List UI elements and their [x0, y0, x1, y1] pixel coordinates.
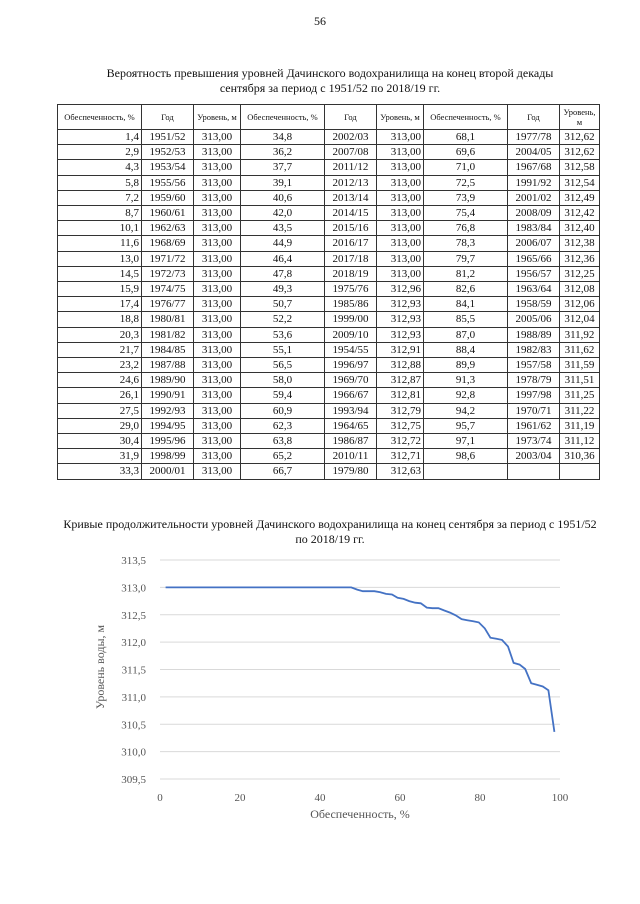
- table-cell: 7,2: [58, 190, 142, 205]
- table-cell: 2009/10: [325, 327, 377, 342]
- table-row: [58, 464, 600, 479]
- table-cell: 42,0: [241, 206, 325, 221]
- table-cell: 313,00: [194, 266, 241, 281]
- table-cell: 40,6: [241, 190, 325, 205]
- table-cell: 2017/18: [325, 251, 377, 266]
- table-cell: 313,00: [194, 145, 241, 160]
- table-cell: 312,49: [560, 190, 600, 205]
- table-cell: 313,00: [194, 373, 241, 388]
- table-cell: 62,3: [241, 418, 325, 433]
- table-cell: 49,3: [241, 282, 325, 297]
- table-cell: 313,00: [194, 282, 241, 297]
- table-cell: 312,63: [377, 464, 424, 479]
- x-axis-label: Обеспеченность, %: [310, 807, 410, 821]
- table-cell: 1,4: [58, 130, 142, 145]
- table-cell: 1976/77: [142, 297, 194, 312]
- table-cell: 2012/13: [325, 175, 377, 190]
- table-cell: 312,71: [377, 449, 424, 464]
- table-cell: 312,06: [560, 297, 600, 312]
- table-header-cell: Уровень, м: [377, 105, 424, 130]
- table-cell: 1978/79: [508, 373, 560, 388]
- table-cell: 1971/72: [142, 251, 194, 266]
- table-cell: 1952/53: [142, 145, 194, 160]
- table-cell: 1972/73: [142, 266, 194, 281]
- table-cell: 20,3: [58, 327, 142, 342]
- table-cell: 1959/60: [142, 190, 194, 205]
- table-cell: 46,4: [241, 251, 325, 266]
- table-cell: 23,2: [58, 358, 142, 373]
- table-cell: 71,0: [424, 160, 508, 175]
- table-cell: 52,2: [241, 312, 325, 327]
- table-cell: 312,81: [377, 388, 424, 403]
- table-row: [58, 236, 600, 251]
- table-cell: 33,3: [58, 464, 142, 479]
- table-cell: 312,36: [560, 251, 600, 266]
- table-cell: 313,00: [377, 160, 424, 175]
- table-cell: 69,6: [424, 145, 508, 160]
- table-cell: 66,7: [241, 464, 325, 479]
- series-line: [166, 587, 555, 732]
- table-cell: 313,00: [377, 175, 424, 190]
- table-cell: 312,40: [560, 221, 600, 236]
- table-row: [58, 221, 600, 236]
- table-header-cell: Год: [142, 105, 194, 130]
- x-tick-label: 80: [474, 792, 486, 804]
- table-cell: 313,00: [194, 175, 241, 190]
- y-tick-label: 310,0: [121, 746, 146, 759]
- table-cell: 39,1: [241, 175, 325, 190]
- x-tick-labels: [157, 792, 569, 804]
- chart-grid: [160, 560, 560, 779]
- y-tick-label: 313,0: [121, 582, 146, 595]
- table-cell: 313,00: [194, 236, 241, 251]
- table-cell: 44,9: [241, 236, 325, 251]
- table-cell: 1965/66: [508, 251, 560, 266]
- table-row: [58, 327, 600, 342]
- table-cell: 13,0: [58, 251, 142, 266]
- table-cell: 34,8: [241, 130, 325, 145]
- table-cell: 312,79: [377, 403, 424, 418]
- table-cell: 1992/93: [142, 403, 194, 418]
- table-cell: 1996/97: [325, 358, 377, 373]
- y-tick-label: 310,5: [121, 719, 146, 732]
- table-cell: 2016/17: [325, 236, 377, 251]
- table-cell: 1983/84: [508, 221, 560, 236]
- table-row: [58, 388, 600, 403]
- table-cell: 91,3: [424, 373, 508, 388]
- table-cell: 313,00: [194, 342, 241, 357]
- table-cell: 312,96: [377, 282, 424, 297]
- table-cell: 47,8: [241, 266, 325, 281]
- table-cell: 1985/86: [325, 297, 377, 312]
- table-cell: 1979/80: [325, 464, 377, 479]
- table-cell: 11,6: [58, 236, 142, 251]
- table-cell: 72,5: [424, 175, 508, 190]
- table-cell: 1966/67: [325, 388, 377, 403]
- table-cell: 21,7: [58, 342, 142, 357]
- y-tick-label: 311,0: [121, 691, 146, 704]
- table-cell: 1958/59: [508, 297, 560, 312]
- table-row: [58, 373, 600, 388]
- y-tick-labels: [121, 555, 146, 786]
- table-cell: 1997/98: [508, 388, 560, 403]
- table-cell: 1953/54: [142, 160, 194, 175]
- table-cell: 311,25: [560, 388, 600, 403]
- table-cell: 1995/96: [142, 434, 194, 449]
- table-cell: 313,00: [194, 251, 241, 266]
- table-cell: 312,62: [560, 130, 600, 145]
- table-row: [58, 342, 600, 357]
- table-cell: 312,93: [377, 327, 424, 342]
- table-cell: 312,93: [377, 312, 424, 327]
- table-cell: 313,00: [194, 130, 241, 145]
- table-cell: [424, 464, 508, 479]
- table-cell: 50,7: [241, 297, 325, 312]
- table-cell: 312,72: [377, 434, 424, 449]
- table-cell: 312,58: [560, 160, 600, 175]
- table-cell: 24,6: [58, 373, 142, 388]
- table-cell: 311,92: [560, 327, 600, 342]
- table-cell: 1981/82: [142, 327, 194, 342]
- table-cell: 1973/74: [508, 434, 560, 449]
- table-cell: 2014/15: [325, 206, 377, 221]
- table-cell: 2010/11: [325, 449, 377, 464]
- table-cell: 2000/01: [142, 464, 194, 479]
- table-cell: 313,00: [377, 130, 424, 145]
- chart-series: [166, 587, 555, 732]
- probability-table: [57, 104, 600, 480]
- table-cell: 1964/65: [325, 418, 377, 433]
- table-row: [58, 175, 600, 190]
- table-cell: 1951/52: [142, 130, 194, 145]
- table-cell: 313,00: [194, 403, 241, 418]
- table-cell: 1960/61: [142, 206, 194, 221]
- table-cell: 313,00: [194, 221, 241, 236]
- table-header-cell: Обеспеченность, %: [241, 105, 325, 130]
- x-tick-label: 20: [234, 792, 246, 804]
- table-row: [58, 297, 600, 312]
- table-cell: 92,8: [424, 388, 508, 403]
- table-cell: 36,2: [241, 145, 325, 160]
- table-cell: 78,3: [424, 236, 508, 251]
- table-cell: 87,0: [424, 327, 508, 342]
- table-cell: 313,00: [377, 221, 424, 236]
- table-cell: 313,00: [194, 312, 241, 327]
- table-cell: 1982/83: [508, 342, 560, 357]
- table-cell: 313,00: [194, 449, 241, 464]
- table-cell: 312,91: [377, 342, 424, 357]
- table-cell: 68,1: [424, 130, 508, 145]
- table-header-cell: Уровень, м: [194, 105, 241, 130]
- table-cell: 30,4: [58, 434, 142, 449]
- table-cell: 313,00: [377, 145, 424, 160]
- x-tick-label: 100: [551, 792, 569, 804]
- table-cell: 313,00: [377, 251, 424, 266]
- table-row: [58, 206, 600, 221]
- table-cell: 76,8: [424, 221, 508, 236]
- table-cell: 65,2: [241, 449, 325, 464]
- table-cell: 10,1: [58, 221, 142, 236]
- table-cell: 2001/02: [508, 190, 560, 205]
- table-cell: 313,00: [194, 297, 241, 312]
- table-cell: 1993/94: [325, 403, 377, 418]
- table-cell: 1974/75: [142, 282, 194, 297]
- table-cell: 37,7: [241, 160, 325, 175]
- table-cell: 1989/90: [142, 373, 194, 388]
- table-cell: 1998/99: [142, 449, 194, 464]
- table-cell: 5,8: [58, 175, 142, 190]
- y-axis-label: Уровень воды, м: [93, 624, 107, 710]
- table-cell: 313,00: [194, 358, 241, 373]
- table-row: [58, 251, 600, 266]
- table-cell: 1957/58: [508, 358, 560, 373]
- table-row: [58, 190, 600, 205]
- table-cell: 313,00: [194, 434, 241, 449]
- table-cell: 4,3: [58, 160, 142, 175]
- x-tick-label: 60: [394, 792, 406, 804]
- table-cell: 2002/03: [325, 130, 377, 145]
- table-title: [60, 66, 600, 96]
- table-cell: 313,00: [377, 206, 424, 221]
- table-cell: 82,6: [424, 282, 508, 297]
- table-cell: 18,8: [58, 312, 142, 327]
- table-cell: 2013/14: [325, 190, 377, 205]
- table-cell: 1994/95: [142, 418, 194, 433]
- table-cell: 1969/70: [325, 373, 377, 388]
- table-cell: 75,4: [424, 206, 508, 221]
- table-cell: 14,5: [58, 266, 142, 281]
- table-cell: 313,00: [194, 418, 241, 433]
- y-tick-label: 309,5: [121, 774, 146, 786]
- table-cell: 311,22: [560, 403, 600, 418]
- table-row: [58, 266, 600, 281]
- table-cell: 1988/89: [508, 327, 560, 342]
- table-cell: 312,75: [377, 418, 424, 433]
- table-cell: 313,00: [194, 160, 241, 175]
- table-row: [58, 449, 600, 464]
- table-cell: 1986/87: [325, 434, 377, 449]
- table-cell: 2007/08: [325, 145, 377, 160]
- table-cell: 56,5: [241, 358, 325, 373]
- table-cell: 1967/68: [508, 160, 560, 175]
- y-tick-label: 312,0: [121, 637, 146, 650]
- table-cell: 17,4: [58, 297, 142, 312]
- y-tick-label: 312,5: [121, 609, 146, 622]
- table-cell: 1955/56: [142, 175, 194, 190]
- table-cell: 81,2: [424, 266, 508, 281]
- table-cell: 312,38: [560, 236, 600, 251]
- table-cell: 1962/63: [142, 221, 194, 236]
- table-cell: 8,7: [58, 206, 142, 221]
- x-tick-label: 40: [314, 792, 326, 804]
- table-cell: 26,1: [58, 388, 142, 403]
- table-cell: 85,5: [424, 312, 508, 327]
- table-title-line-1: Вероятность превышения уровней Дачинского водохранилища на конец второй декады: [106, 66, 554, 80]
- table-cell: 98,6: [424, 449, 508, 464]
- table-cell: 312,87: [377, 373, 424, 388]
- table-cell: 311,19: [560, 418, 600, 433]
- table-header-cell: Год: [508, 105, 560, 130]
- table-cell: 2015/16: [325, 221, 377, 236]
- table-cell: 1977/78: [508, 130, 560, 145]
- y-tick-label: 313,5: [121, 555, 146, 567]
- table-cell: 310,36: [560, 449, 600, 464]
- table-cell: 312,42: [560, 206, 600, 221]
- table-cell: 312,08: [560, 282, 600, 297]
- table-cell: 29,0: [58, 418, 142, 433]
- table-cell: 84,1: [424, 297, 508, 312]
- table-cell: 313,00: [194, 388, 241, 403]
- table-cell: 88,4: [424, 342, 508, 357]
- table-row: [58, 160, 600, 175]
- table-cell: 312,54: [560, 175, 600, 190]
- table-cell: 43,5: [241, 221, 325, 236]
- table-cell: 55,1: [241, 342, 325, 357]
- table-row: [58, 403, 600, 418]
- table-cell: 2,9: [58, 145, 142, 160]
- table-cell: 313,00: [194, 464, 241, 479]
- table-cell: 1954/55: [325, 342, 377, 357]
- table-cell: 311,62: [560, 342, 600, 357]
- table-row: [58, 130, 600, 145]
- duration-curve-chart: [90, 552, 580, 842]
- table-cell: 2018/19: [325, 266, 377, 281]
- table-cell: [560, 464, 600, 479]
- table-row: [58, 358, 600, 373]
- table-cell: 2003/04: [508, 449, 560, 464]
- table-header-cell: Обеспеченность, %: [58, 105, 142, 130]
- table-cell: 95,7: [424, 418, 508, 433]
- table-cell: 312,88: [377, 358, 424, 373]
- table-cell: 312,04: [560, 312, 600, 327]
- table-cell: 58,0: [241, 373, 325, 388]
- page-number: 56: [314, 14, 326, 28]
- table-row: [58, 418, 600, 433]
- table-cell: 31,9: [58, 449, 142, 464]
- table-cell: 79,7: [424, 251, 508, 266]
- table-cell: 60,9: [241, 403, 325, 418]
- table-cell: 312,25: [560, 266, 600, 281]
- table-cell: 27,5: [58, 403, 142, 418]
- table-cell: 1990/91: [142, 388, 194, 403]
- table-cell: 15,9: [58, 282, 142, 297]
- table-title-line-2: сентября за период с 1951/52 по 2018/19 гг.: [219, 81, 441, 95]
- table-cell: 311,59: [560, 358, 600, 373]
- table-cell: 1987/88: [142, 358, 194, 373]
- table-header-cell: Обеспеченность, %: [424, 105, 508, 130]
- table-cell: 1984/85: [142, 342, 194, 357]
- table-cell: 1963/64: [508, 282, 560, 297]
- table-cell: 73,9: [424, 190, 508, 205]
- table-cell: 59,4: [241, 388, 325, 403]
- table-cell: 1970/71: [508, 403, 560, 418]
- table-header-cell: Год: [325, 105, 377, 130]
- table-cell: 311,51: [560, 373, 600, 388]
- y-tick-label: 311,5: [121, 664, 146, 677]
- table-cell: 2005/06: [508, 312, 560, 327]
- table-body: [58, 130, 600, 480]
- table-cell: 311,12: [560, 434, 600, 449]
- table-row: [58, 434, 600, 449]
- x-tick-label: 0: [157, 792, 163, 804]
- table-cell: 53,6: [241, 327, 325, 342]
- table-cell: 2008/09: [508, 206, 560, 221]
- table-cell: 89,9: [424, 358, 508, 373]
- table-cell: 1968/69: [142, 236, 194, 251]
- table-cell: 313,00: [194, 206, 241, 221]
- table-cell: 2004/05: [508, 145, 560, 160]
- table-cell: 94,2: [424, 403, 508, 418]
- table-cell: 313,00: [194, 190, 241, 205]
- table-cell: 63,8: [241, 434, 325, 449]
- table-cell: 1991/92: [508, 175, 560, 190]
- chart-title: Кривые продолжительности уровней Дачинского водохранилища на конец сентября за период с 1951/52 по 2018/19 гг.: [63, 517, 597, 546]
- table-cell: 1961/62: [508, 418, 560, 433]
- table-header-row: [58, 105, 600, 130]
- table-cell: 2006/07: [508, 236, 560, 251]
- table-cell: 313,00: [194, 327, 241, 342]
- table-cell: 313,00: [377, 236, 424, 251]
- table-cell: 312,62: [560, 145, 600, 160]
- table-cell: 313,00: [377, 190, 424, 205]
- table-cell: 1999/00: [325, 312, 377, 327]
- table-row: [58, 145, 600, 160]
- table-cell: 2011/12: [325, 160, 377, 175]
- table-cell: [508, 464, 560, 479]
- table-row: [58, 312, 600, 327]
- table-cell: 97,1: [424, 434, 508, 449]
- table-cell: 1980/81: [142, 312, 194, 327]
- table-cell: 1975/76: [325, 282, 377, 297]
- table-row: [58, 282, 600, 297]
- table-cell: 312,93: [377, 297, 424, 312]
- table-cell: 1956/57: [508, 266, 560, 281]
- table-cell: 313,00: [377, 266, 424, 281]
- table-header-cell: Уровень, м: [560, 105, 600, 130]
